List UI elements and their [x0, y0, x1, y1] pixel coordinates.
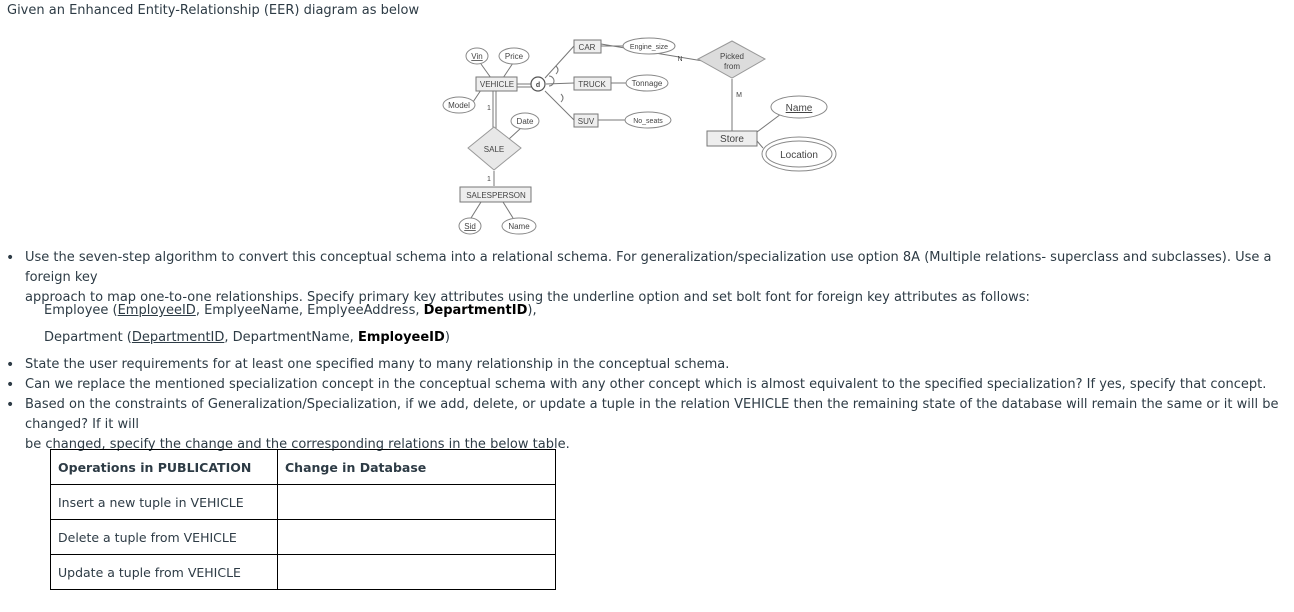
header-change: Change in Database [278, 450, 556, 485]
vehicle-entity: VEHICLE [479, 80, 515, 89]
card-n: N [677, 56, 683, 63]
picked-from-line2: from [724, 62, 740, 71]
sp-name-attr: Name [508, 222, 530, 231]
table-row [51, 555, 556, 590]
store-name-attr: Name [785, 103, 813, 114]
tonnage-attr: Tonnage [631, 79, 663, 88]
sid-attr: Sid [464, 222, 476, 231]
card-one-vehicle: 1 [487, 105, 491, 112]
operations-table [50, 449, 556, 590]
card-one-salesperson: 1 [487, 176, 491, 183]
bullet-item: • Can we replace the mentioned specialization concept in the conceptual schema with any other concept which is almost equivalent to the specified specialization? If yes, specify that concept. [6, 377, 1267, 393]
price-attr: Price [504, 52, 524, 61]
table-row [51, 520, 556, 555]
example-department: Department (DepartmentID, DepartmentName, EmployeeID) [44, 330, 450, 345]
foreign-key: DepartmentID [423, 303, 528, 318]
primary-key: DepartmentID [131, 330, 225, 345]
b1-line2: approach to map one-to-one relationships. Specify primary key attributes using the underline option and set bolt font for foreign key attributes as follows: [25, 290, 1030, 305]
picked-from-line1: Picked [719, 52, 745, 61]
card-m: M [736, 92, 742, 99]
change-cell[interactable] [278, 485, 556, 520]
table-row [51, 485, 556, 520]
sale-relationship: SALE [483, 145, 505, 154]
bullet-item: • Based on the constraints of Generalization/Specialization, if we add, delete, or update a tuple in the relation VEHICLE then the remaining state of the database will remain the same or it will be changed? If it will be changed, specify the change and the corresponding relations in the below table. [6, 397, 1279, 452]
bullet-item: • Use the seven-step algorithm to convert this conceptual schema into a relational schema. For generalization/specialization use option 8A (Multiple relations- superclass and subclasses). Use a foreign key approach to map one-to-one relationships. Specify primary key attributes using the underline option and set bolt font for foreign key attributes as follows: [25, 248, 1280, 308]
location-attr: Location [780, 150, 818, 161]
car-entity: CAR [578, 43, 596, 52]
change-cell[interactable] [278, 555, 556, 590]
model-attr: Model [448, 101, 470, 110]
truck-entity: TRUCK [578, 80, 606, 89]
b1-line1: Use the seven-step algorithm to convert this conceptual schema into a relational schema. For generalization/specialization use option 8A (Multiple relations- superclass and subclasses). Use a foreign key [25, 250, 1272, 285]
foreign-key: EmployeeID [357, 330, 445, 345]
vin-attr: Vin [471, 52, 483, 61]
engine-size-attr: Engine_size [629, 44, 669, 51]
no-seats-attr: No_seats [633, 118, 663, 125]
example-employee: Employee (EmployeeID, EmplyeeName, EmplyeeAddress, DepartmentID), [44, 303, 537, 318]
suv-entity: SUV [577, 117, 595, 126]
store-entity: Store [720, 134, 744, 145]
change-cell[interactable] [278, 520, 556, 555]
salesperson-entity: SALESPERSON [466, 191, 526, 200]
primary-key: EmployeeID [117, 303, 196, 318]
operation-cell: Delete a tuple from VEHICLE [51, 520, 278, 555]
header-operations: Operations in PUBLICATION [51, 450, 278, 485]
date-attr: Date [516, 117, 534, 126]
intro-text: Given an Enhanced Entity-Relationship (EER) diagram as below [7, 3, 420, 18]
table-header-row [51, 450, 556, 485]
eer-diagram [441, 26, 842, 240]
disjoint-circle: d [535, 82, 541, 89]
bullet-item: • State the user requirements for at least one specified many to many relationship in the conceptual schema. [6, 357, 730, 373]
operation-cell: Update a tuple from VEHICLE [51, 555, 278, 590]
operation-cell: Insert a new tuple in VEHICLE [51, 485, 278, 520]
